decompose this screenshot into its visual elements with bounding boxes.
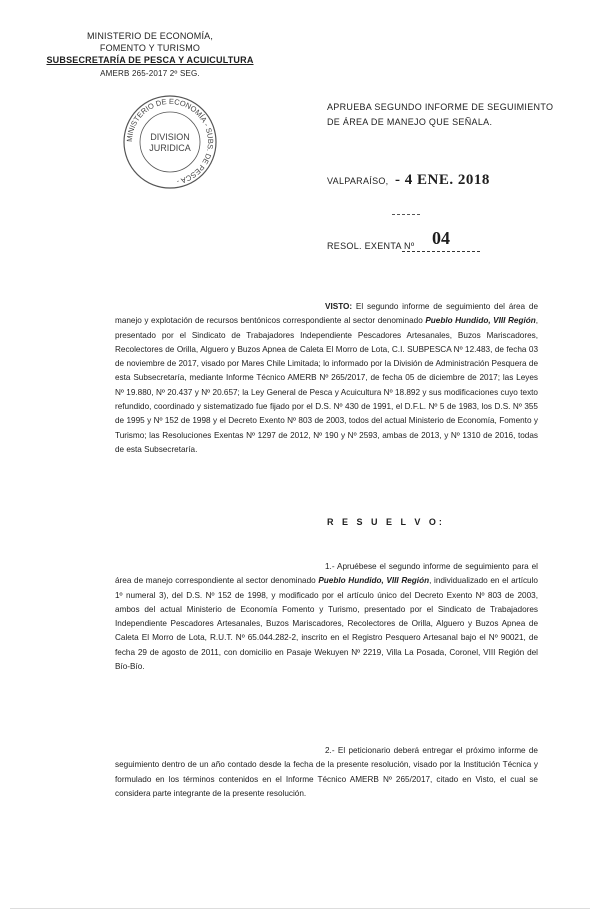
visto-paragraph [115, 300, 538, 457]
stamp-center-line2: JURIDICA [149, 143, 191, 153]
item-1-place: Pueblo Hundido, VIII Región [318, 576, 430, 586]
subject-line-1: APRUEBA SEGUNDO INFORME DE SEGUIMIENTO [327, 102, 554, 112]
date-stamp: - 4 ENE. 2018 [395, 172, 490, 188]
visto-label: VISTO: [325, 302, 353, 311]
resuelvo-heading: R E S U E L V O: [327, 517, 445, 527]
ministry-name: MINISTERIO DE ECONOMÍA, [86, 31, 214, 41]
resolution-mark [392, 214, 420, 215]
item-1-text-2: , individualizado en el artículo 1º numeral 3), del D.S. Nº 152 de 1998, y modificado por el artículo único del Decreto Exento Nº 803 de 2003, ambos del actual Ministerio de Economía Fomento y Turismo, presentado por el Sindicato de Trabajadores Independiente Pescadores Artesanales, Buzos Mariscadores, Recolectores de Orilla, Alguero y Buzos Apnea de Caleta El Morro de Lota, R.U.T. Nº 65.044.282-2, inscrito en el Registro Pesquero Artesanal bajo el Nº 90021, de fecha 29 de agosto de 2011, con domicilio en Pasaje Wekuyen Nº 2219, Villa La Posada, Coronel, VIII Región del Bío-Bío. [115, 576, 538, 672]
resolution-item-1 [115, 560, 538, 674]
item-1-text-1: Apruébese el segundo informe de seguimiento para el área de manejo correspondiente al sector denominado [115, 562, 538, 586]
resolution-number: 04 [432, 228, 450, 248]
resolution-item-2 [115, 744, 538, 801]
division-juridica-stamp [120, 92, 220, 192]
city-label: VALPARAÍSO, [327, 176, 389, 186]
visto-place: Pueblo Hundido, VIII Región [425, 316, 536, 326]
subject-line-2: DE ÁREA DE MANEJO QUE SEÑALA. [327, 117, 493, 127]
item-2-text: El peticionario deberá entregar el próximo informe de seguimiento dentro de un año contado desde la fecha de la presente resolución, visado por la Institución Técnica y formulado en los términos contenidos en el Informe Técnico AMERB Nº 265/2017, citado en Visto, el cual se considera parte integrante de la presente resolución. [115, 746, 538, 798]
resolution-label: RESOL. EXENTA Nº [327, 241, 415, 251]
reference-code: AMERB 265-2017 2º SEG. [100, 69, 200, 78]
item-2-number: 2.- [325, 746, 335, 755]
page-bottom-edge [10, 908, 590, 917]
subsecretaria-name: SUBSECRETARÍA DE PESCA Y ACUICULTURA [46, 55, 254, 65]
item-1-number: 1.- [325, 562, 335, 571]
resolution-underline [402, 251, 480, 252]
ministry-name-2: FOMENTO Y TURISMO [99, 43, 201, 53]
stamp-center-line1: DIVISION [150, 132, 190, 142]
visto-text-1: El segundo informe de seguimiento del área de manejo y explotación de recursos bentónicos correspondiente al sector denominado [115, 302, 538, 326]
stamp-ring-text: MINISTERIO DE ECONOMÍA - SUBS. DE PESCA - [124, 96, 216, 187]
visto-text-2: , presentado por el Sindicato de Trabajadores Independiente Pescadores Artesanales, Buzos Mariscadores, Recolectores de Orilla, Alguero y Buzos Apnea de Caleta El Morro de Lota, C.I. SUBPESCA Nº 12.483, de fecha 03 de noviembre de 2017, visado por Mares Chile Limitada; lo informado por la División de Administración Pesquera de esta Subsecretaría, mediante Informe Técnico AMERB Nº 265/2017, de fecha 05 de diciembre de 2017; las Leyes Nº 19.880, Nº 20.437 y Nº 20.657; la Ley General de Pesca y Acuicultura Nº 18.892 y sus modificaciones cuyo texto refundido, coordinado y sistematizado fue fijado por el D.S. Nº 430 de 1991, el D.F.L. Nº 5 de 1983, los D.S. Nº 355 de 1995 y Nº 152 de 1998 y el Decreto Exento Nº 803 de 2003, todos del actual Ministerio de Economía, Fomento y Turismo; las Resoluciones Exentas Nº 1297 de 2012, Nº 190 y Nº 2593, ambas de 2013, y Nº 1310 de 2016, todas de esta Subsecretaría. [115, 316, 538, 454]
